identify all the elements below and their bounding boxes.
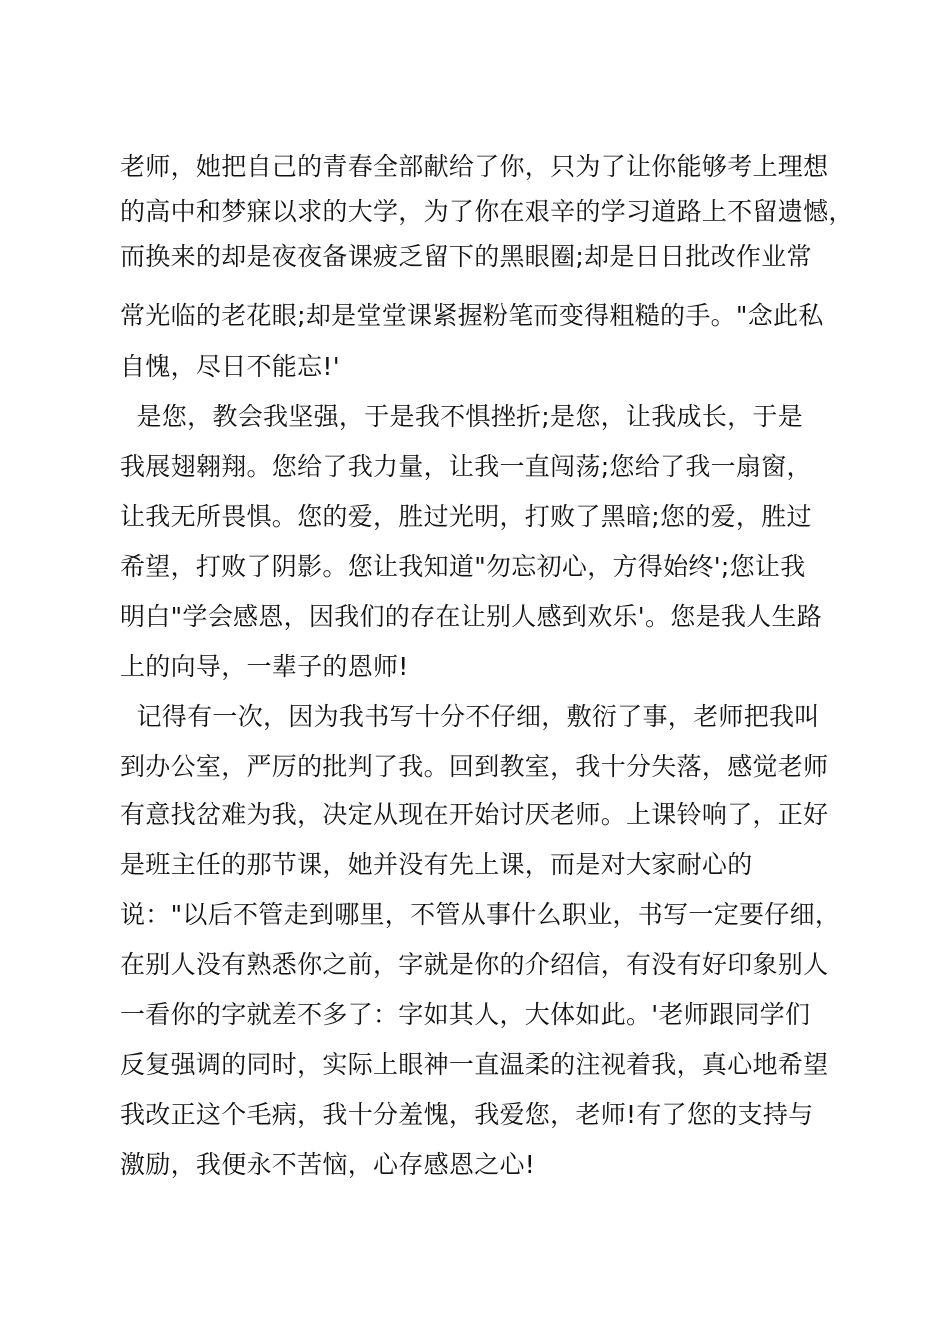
text-line: 让我无所畏惧。您的爱，胜过光明，打败了黑暗;您的爱，胜过: [120, 502, 812, 531]
text-line: 我展翅翱翔。您给了我力量，让我一直闯荡;您给了我一扇窗，: [120, 452, 812, 481]
text-line: 常光临的老花眼;却是堂堂课紧握粉笔而变得粗糙的手。"念此私: [120, 301, 824, 330]
text-line: 自愧，尽日不能忘!': [120, 352, 340, 381]
text-line: 明白"学会感恩，因我们的存在让别人感到欢乐'。您是我人生路: [120, 602, 823, 631]
text-line: 一看你的字就差不多了：字如其人，大体如此。'老师跟同学们: [120, 1000, 811, 1029]
text-line: 是班主任的那节课，她并没有先上课，而是对大家耐心的: [120, 850, 753, 879]
text-line: 老师，她把自己的青春全部献给了你，只为了让你能够考上理想: [120, 152, 829, 181]
text-line: 我改正这个毛病，我十分羞愧，我爱您，老师!有了您的支持与: [120, 1100, 814, 1129]
text-line: 到办公室，严厉的批判了我。回到教室，我十分失落，感觉老师: [120, 752, 829, 781]
text-line: 说："以后不管走到哪里，不管从事什么职业，书写一定要仔细，: [120, 900, 841, 929]
text-line: 激励，我便永不苦恼，心存感恩之心!: [120, 1150, 536, 1179]
text-line: 反复强调的同时，实际上眼神一直温柔的注视着我，真心地希望: [120, 1050, 829, 1079]
text-line: 在别人没有熟悉你之前，字就是你的介绍信，有没有好印象别人: [120, 950, 829, 979]
text-line: 上的向导，一辈子的恩师!: [120, 652, 409, 681]
text-line: 而换来的却是夜夜备课疲乏留下的黑眼圈;却是日日批改作业常: [120, 242, 812, 271]
text-line: 的高中和梦寐以求的大学，为了你在艰辛的学习道路上不留遗憾，: [120, 197, 854, 226]
text-line: 记得有一次，因为我书写十分不仔细，敷衍了事，老师把我叫: [120, 702, 820, 731]
text-line: 希望，打败了阴影。您让我知道"勿忘初心，方得始终';您让我: [120, 552, 806, 581]
text-line: 是您，教会我坚强，于是我不惧挫折;是您，让我成长，于是: [120, 402, 804, 431]
text-line: 有意找岔难为我，决定从现在开始讨厌老师。上课铃响了，正好: [120, 800, 829, 829]
